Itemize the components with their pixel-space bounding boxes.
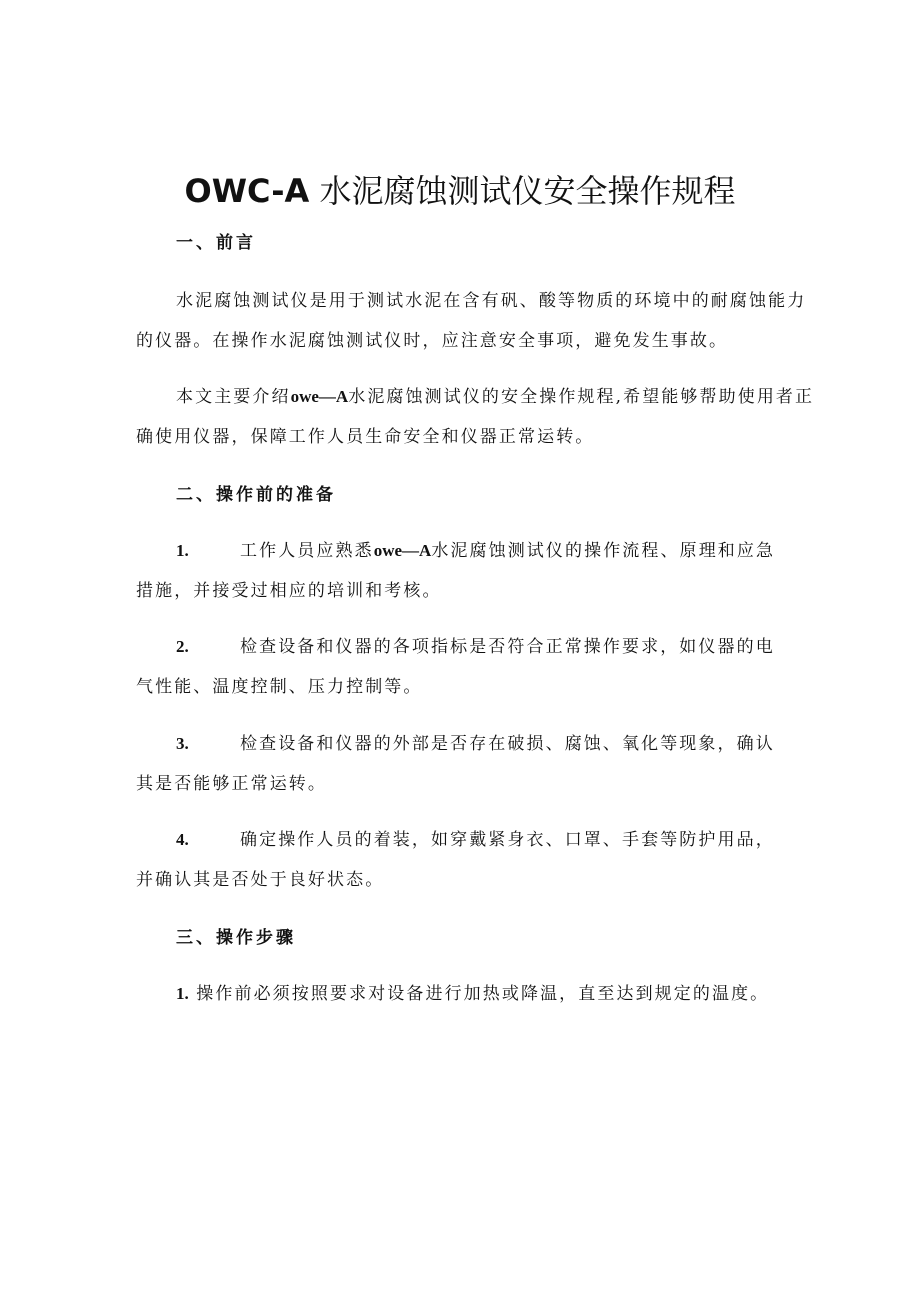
section-heading-preparation: 二、操作前的准备 — [176, 485, 336, 505]
prep-item-2 — [136, 627, 776, 707]
step-item-1 — [136, 974, 776, 1014]
prep-item-text: 检查设备和仪器的各项指标是否符合正常操作要求，如仪器的电气性能、温度控制、压力控制等。 — [136, 637, 775, 697]
step-item-text: 操作前必须按照要求对设备进行加热或降温，直至达到规定的温度。 — [196, 984, 770, 1004]
preface-paragraph-1-text: 水泥腐蚀测试仪是用于测试水泥在含有矾、酸等物质的环境中的耐腐蚀能力的仪器。在操作水泥腐蚀测试仪时，应注意安全事项，避免发生事故。 — [136, 291, 807, 351]
preface-paragraph-2-text-b: 水泥腐蚀测试仪的安全操作规程,希望能够帮助使用者正确使用仪器，保障工作人员生命安全和仪器正常运转。 — [136, 387, 815, 447]
preface-paragraph-1 — [136, 281, 816, 361]
title-text: 水泥腐蚀测试仪安全操作规程 — [319, 172, 736, 210]
prep-item-text: 确定操作人员的着装，如穿戴紧身衣、口罩、手套等防护用品，并确认其是否处于良好状态。 — [136, 830, 775, 890]
prep-item-number: 2. — [176, 637, 189, 656]
prep-item-text-a: 工作人员应熟悉 — [240, 541, 374, 561]
prep-item-4 — [136, 820, 776, 900]
step-item-number: 1. — [176, 984, 189, 1003]
prep-item-text: 检查设备和仪器的外部是否存在破损、腐蚀、氧化等现象，确认其是否能够正常运转。 — [136, 734, 775, 794]
prep-item-text-b: 水泥腐蚀测试仪的操作流程、原理和应急措施，并接受过相应的培训和考核。 — [136, 541, 776, 601]
page-title — [0, 168, 920, 214]
title-model-code: OWC-A — [184, 172, 310, 210]
section-heading-preface: 一、前言 — [176, 233, 256, 253]
prep-item-number: 3. — [176, 734, 189, 753]
section-heading-steps: 三、操作步骤 — [176, 928, 296, 948]
prep-item-1 — [136, 531, 776, 611]
prep-item-number: 1. — [176, 541, 189, 560]
preface-paragraph-2-text-a: 本文主要介绍 — [176, 387, 291, 407]
prep-item-code: owe—A — [373, 541, 432, 560]
prep-item-number: 4. — [176, 830, 189, 849]
preface-paragraph-2-code: owe—A — [290, 387, 349, 406]
prep-item-3 — [136, 724, 776, 804]
preface-paragraph-2 — [136, 377, 816, 457]
